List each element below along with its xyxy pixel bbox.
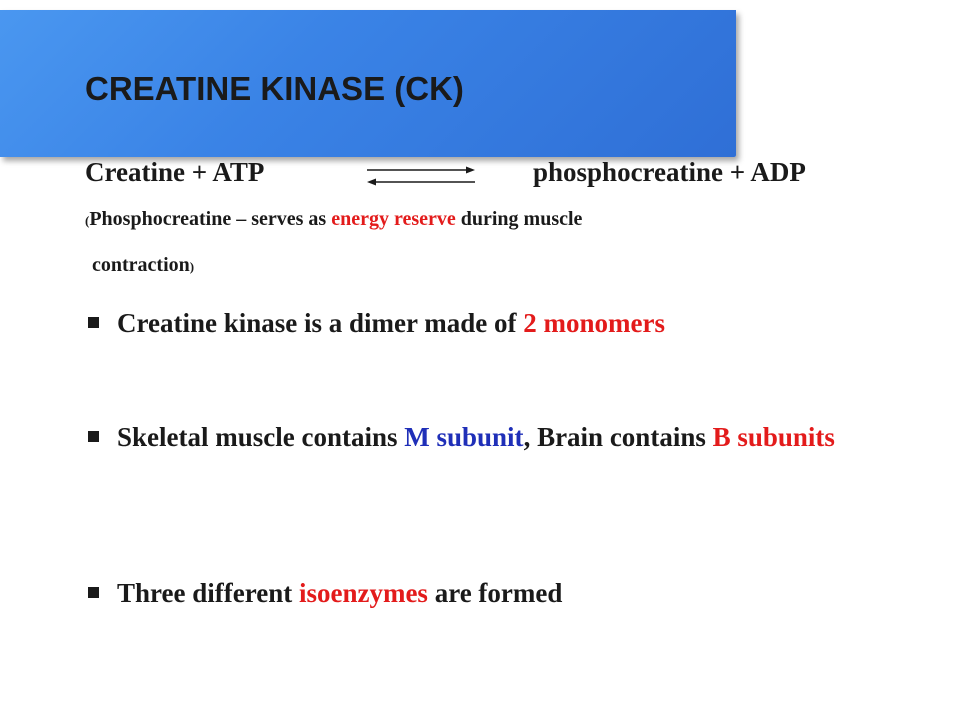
bullet-text-1 <box>117 304 938 342</box>
square-bullet-icon <box>88 587 99 598</box>
square-bullet-icon <box>88 431 99 442</box>
note-text-2: during muscle <box>455 208 583 230</box>
bullet-2-text-mid: , Brain contains <box>523 422 713 452</box>
slide-title: CREATINE KINASE (CK) <box>85 70 464 107</box>
bullet-text-3 <box>117 574 938 612</box>
note-line-1 <box>85 208 582 231</box>
square-bullet-icon <box>88 317 99 328</box>
bullet-item-2 <box>88 418 938 456</box>
bullet-1-highlight: 2 monomers <box>523 308 665 338</box>
equation-products: phosphocreatine + ADP <box>533 157 806 187</box>
bullet-3-highlight: isoenzymes <box>298 578 428 608</box>
note-text-1: Phosphocreatine – serves as <box>89 208 332 230</box>
note-close-paren: ) <box>189 259 195 274</box>
bullet-2-blue-highlight: M subunit <box>404 422 524 452</box>
bullet-2-text-start: Skeletal muscle contains <box>117 422 405 452</box>
reaction-equation <box>85 157 925 197</box>
bullet-2-red-highlight: B subunits <box>712 422 835 452</box>
bullet-item-1 <box>88 304 938 342</box>
note-open-paren: ( <box>85 213 90 228</box>
bullet-text-2 <box>117 418 938 456</box>
bullet-3-text-start: Three different <box>117 578 299 608</box>
equation-reactants: Creatine + ATP <box>85 157 265 187</box>
bullet-1-text: Creatine kinase is a dimer made of <box>117 308 524 338</box>
bullet-3-text-end: are formed <box>427 578 563 608</box>
note-line-2 <box>92 254 194 277</box>
note-text-3: contraction <box>92 254 190 276</box>
bullet-item-3 <box>88 574 938 612</box>
reversible-arrow-icon <box>365 163 477 189</box>
note-highlight: energy reserve <box>331 208 456 230</box>
